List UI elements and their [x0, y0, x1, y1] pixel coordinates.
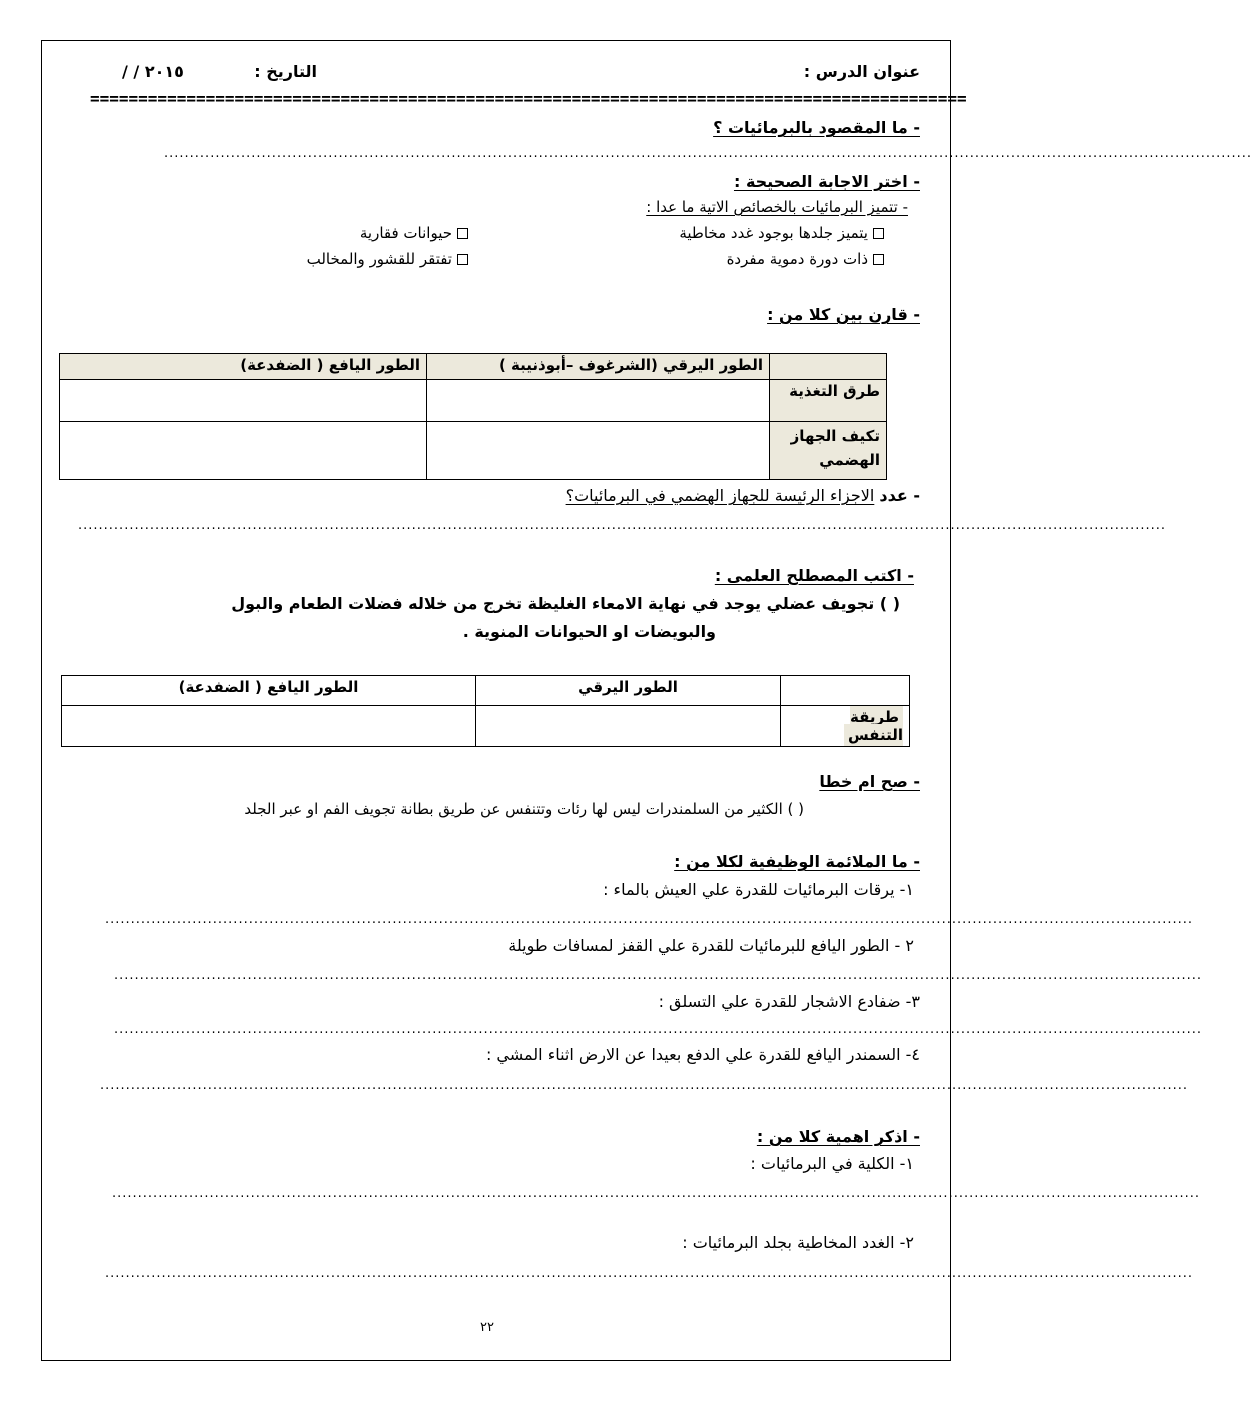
q8-answer-line-1: .................................................................................................................................................................................................................... — [105, 912, 1194, 927]
row-header-digestive-adaptation: تكيف الجهاز الهضمي — [770, 422, 887, 480]
q8-heading: - ما الملائمة الوظيفية لكلا من : — [674, 852, 920, 871]
answer-cell[interactable] — [476, 706, 781, 747]
q7-statement: ( ) الكثير من السلمندرات ليس لها رئات وتتنفس عن طريق بطانة تجويف الفم او عبر الجلد — [244, 800, 804, 818]
q9-item-2: ٢- الغدد المخاطية بجلد البرمائيات : — [682, 1233, 914, 1252]
checkbox-icon — [873, 254, 884, 265]
q4-question: - عدد الاجزاء الرئيسة للجهاز الهضمي في البرمائيات؟ — [565, 486, 920, 505]
q5-definition-line2: والبويضات او الحيوانات المنوية . — [462, 622, 716, 641]
q1-answer-line: .................................................................................................................................................................................................................... — [164, 146, 1252, 161]
header-separator: =========================================================================================== — [90, 89, 967, 108]
q5-heading: - اكتب المصطلح العلمى : — [714, 566, 914, 585]
q4-answer-line: .................................................................................................................................................................................................................... — [78, 518, 1167, 533]
answer-cell[interactable] — [60, 380, 427, 422]
answer-cell[interactable] — [62, 706, 476, 747]
q9-heading: - اذكر اهمية كلا من : — [756, 1127, 920, 1146]
q5-definition-line1: ( ) تجويف عضلي يوجد في نهاية الامعاء الغليظة تخرج من خلاله فضلات الطعام والبول — [231, 594, 900, 613]
q7-heading: - صح ام خطا — [819, 772, 920, 791]
comparison-table-respiration — [61, 675, 910, 747]
column-header-adult: الطور اليافع ( الضفدعة) — [60, 354, 427, 380]
q8-answer-line-2: .................................................................................................................................................................................................................... — [114, 968, 1203, 983]
table-corner-cell — [781, 676, 910, 706]
comparison-table-digestion — [59, 353, 887, 480]
q2-option-1[interactable]: يتميز جلدها بوجود غدد مخاطية — [679, 224, 884, 242]
q2-stem: - تتميز البرمائيات بالخصائص الاتية ما عدا : — [646, 198, 908, 216]
checkbox-icon — [457, 254, 468, 265]
date-value: / / ٢٠١٥ — [122, 62, 184, 81]
q8-item-2: ٢ - الطور اليافع للبرمائيات للقدرة علي القفز لمسافات طويلة — [508, 936, 914, 955]
q3-heading: - قارن بين كلا من : — [767, 305, 920, 324]
column-header-larval: الطور اليرقي — [476, 676, 781, 706]
lesson-title-label: عنوان الدرس : — [803, 62, 920, 81]
date-label: التاريخ : — [254, 62, 317, 81]
q1-question: - ما المقصود بالبرمائيات ؟ — [713, 118, 920, 137]
q9-item-1: ١- الكلية في البرمائيات : — [750, 1154, 914, 1173]
answer-cell[interactable] — [60, 422, 427, 480]
q9-answer-line-1: .................................................................................................................................................................................................................... — [112, 1186, 1201, 1201]
q9-answer-line-2: .................................................................................................................................................................................................................... — [105, 1266, 1194, 1281]
column-header-larval: الطور اليرقي (الشرغوف –أبوذنيبة ) — [427, 354, 770, 380]
q2-option-2[interactable]: حيوانات فقارية — [360, 224, 468, 242]
answer-cell[interactable] — [427, 380, 770, 422]
checkbox-icon — [873, 228, 884, 239]
q8-answer-line-3: .................................................................................................................................................................................................................... — [114, 1022, 1203, 1037]
row-header-respiration: طريقة التنفس — [844, 706, 903, 746]
q8-answer-line-4: .................................................................................................................................................................................................................... — [100, 1078, 1189, 1093]
page-number: ٢٢ — [480, 1320, 494, 1335]
q2-heading: - اختر الاجابة الصحيحة : — [733, 172, 920, 191]
column-header-adult: الطور اليافع ( الضفدعة) — [62, 676, 476, 706]
row-header-feeding: طرق التغذية — [770, 380, 887, 422]
q2-option-4[interactable]: تفتقر للقشور والمخالب — [307, 250, 468, 268]
q2-option-3[interactable]: ذات دورة دموية مفردة — [727, 250, 884, 268]
q8-item-4: ٤- السمندر اليافع للقدرة علي الدفع بعيدا عن الارض اثناء المشي : — [485, 1045, 920, 1064]
answer-cell[interactable] — [427, 422, 770, 480]
table-corner-cell — [770, 354, 887, 380]
checkbox-icon — [457, 228, 468, 239]
q8-item-3: ٣- ضفادع الاشجار للقدرة علي التسلق : — [658, 992, 920, 1011]
q8-item-1: ١- يرقات البرمائيات للقدرة علي العيش بالماء : — [603, 880, 914, 899]
